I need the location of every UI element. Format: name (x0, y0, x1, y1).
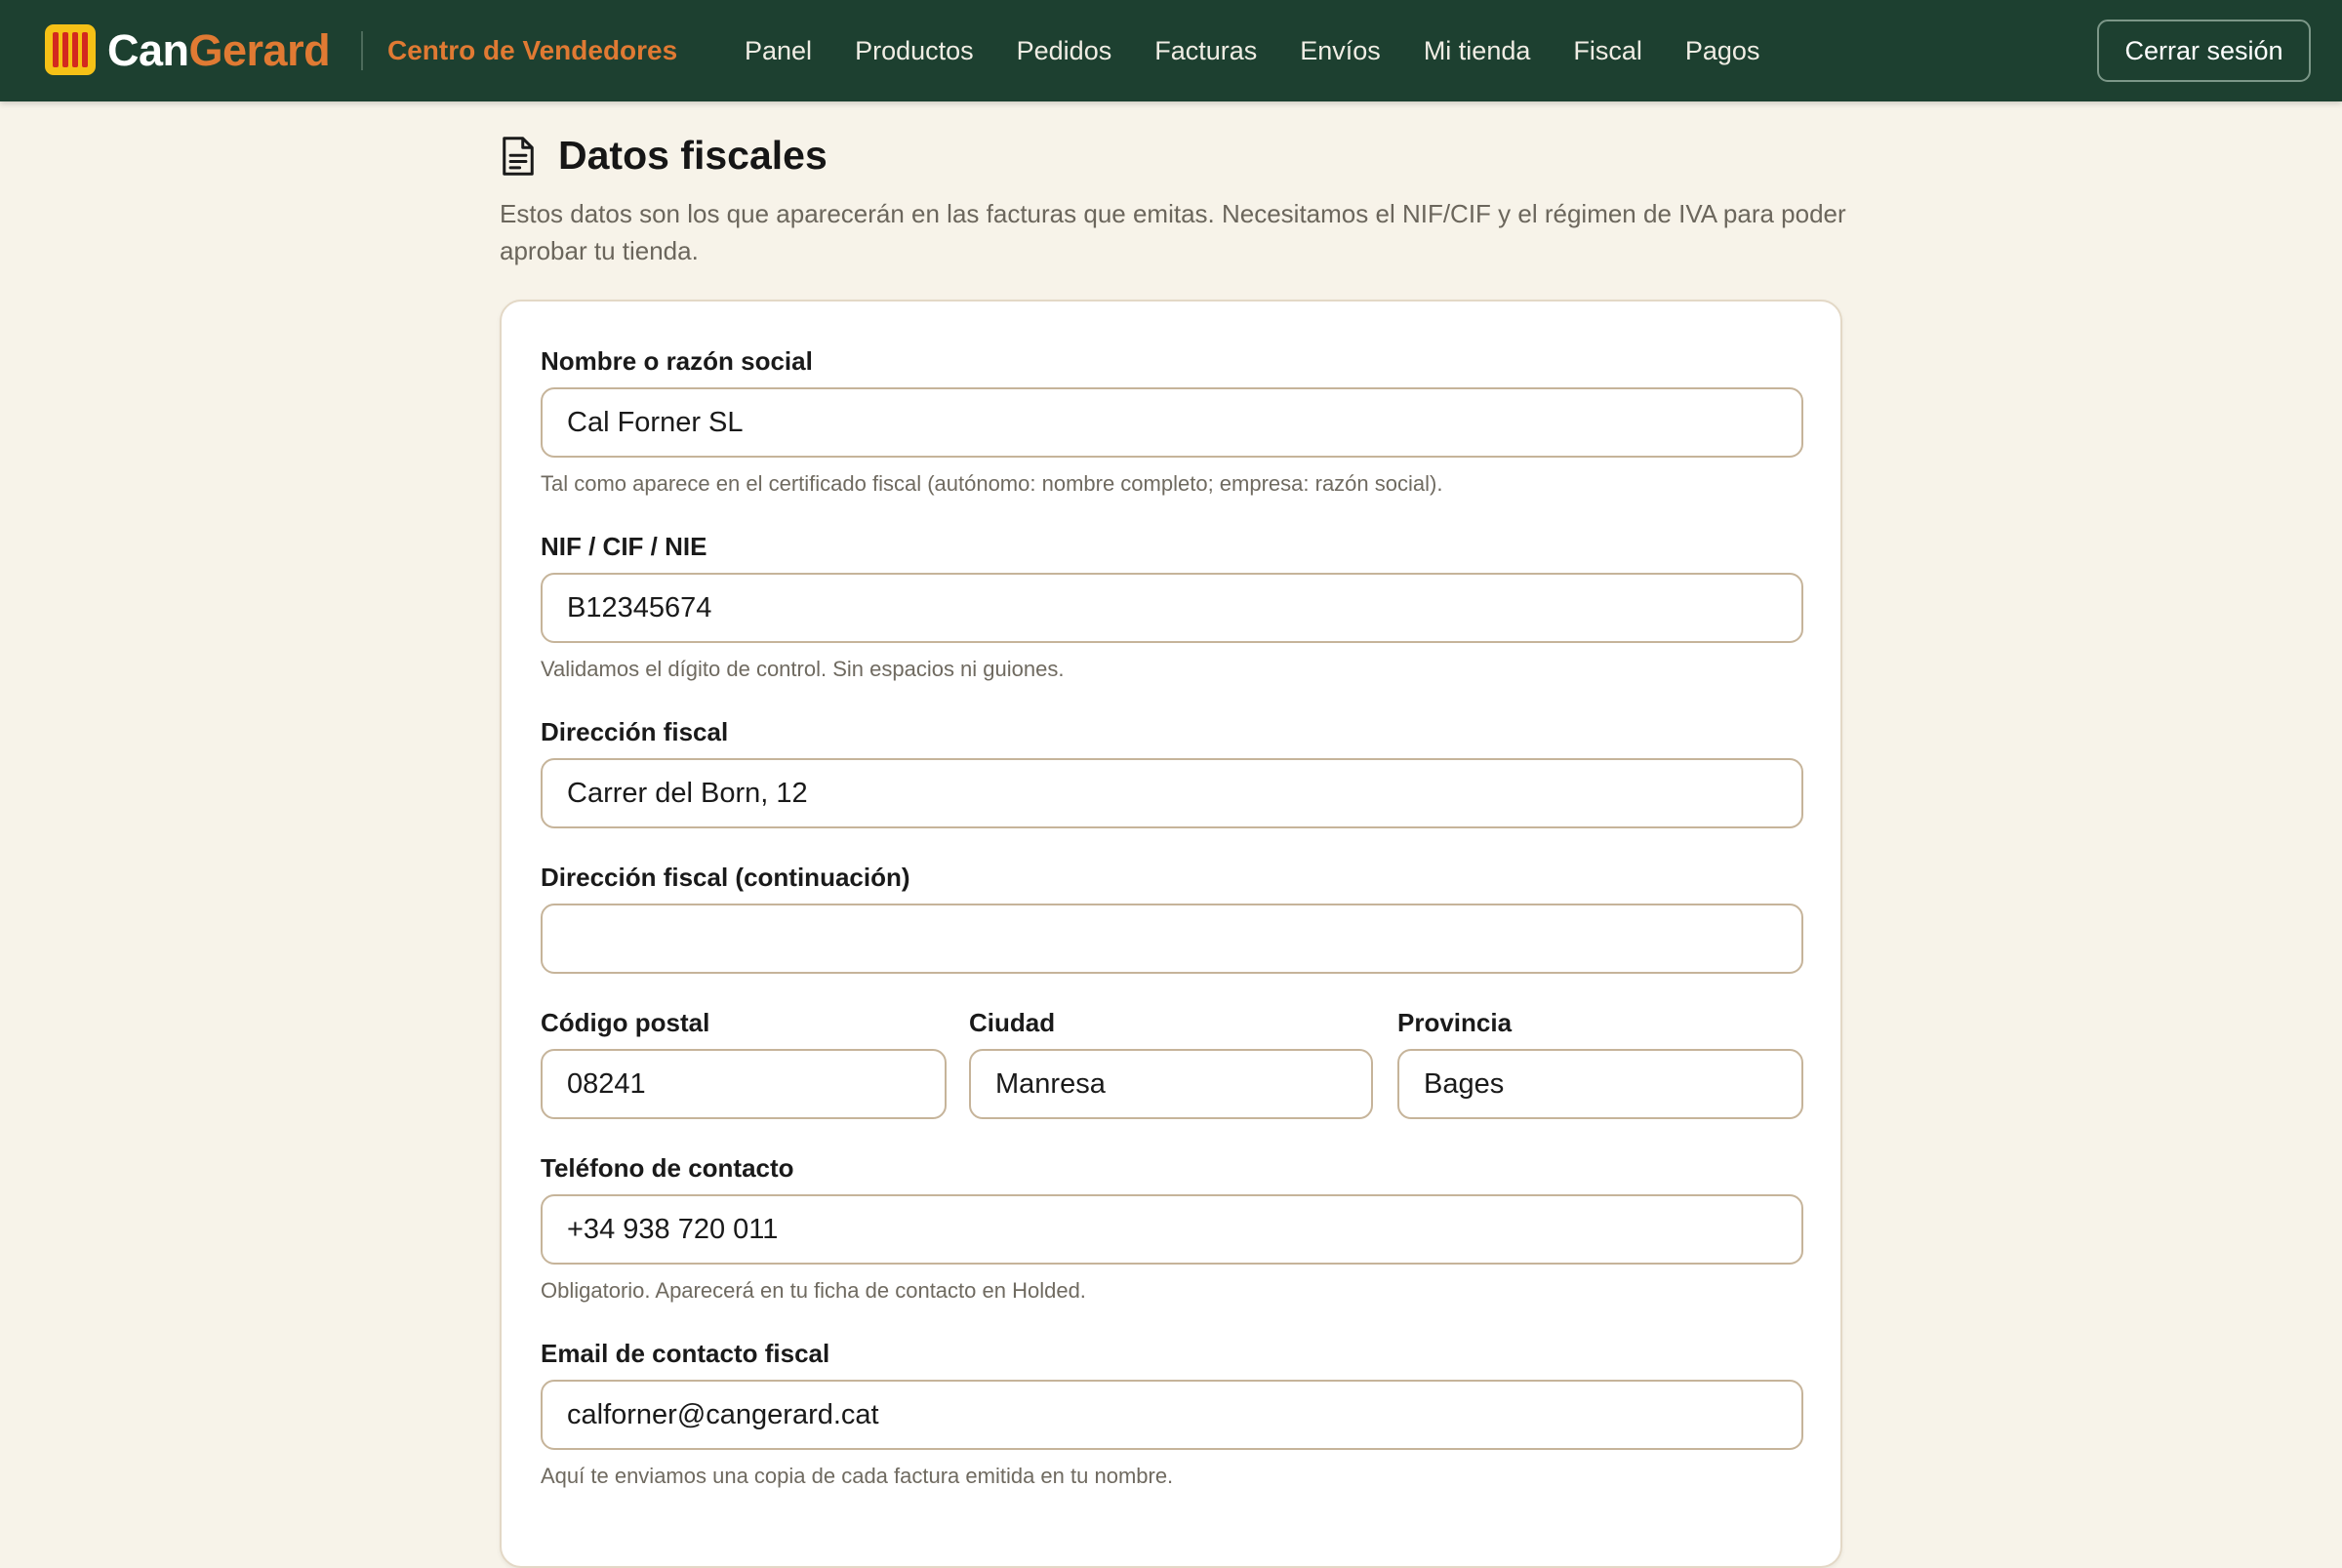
email-input[interactable] (541, 1380, 1803, 1450)
nav-item-productos[interactable]: Productos (855, 35, 974, 65)
nav-item-envios[interactable]: Envíos (1300, 35, 1381, 65)
address2-label: Dirección fiscal (continuación) (541, 863, 910, 892)
page-description: Estos datos son los que aparecerán en las facturas que emitas. Necesitamos el NIF/CIF y el régimen de IVA para poder aprobar tu tienda. (500, 199, 1846, 265)
tax-id-field (541, 530, 1803, 683)
brand-name-part2: Gerard (188, 25, 331, 75)
postal-code-field (541, 1006, 947, 1119)
city-label: Ciudad (969, 1008, 1056, 1037)
page-heading (500, 133, 828, 179)
address2-input[interactable] (541, 904, 1803, 974)
address-label: Dirección fiscal (541, 717, 729, 746)
phone-hint: Obligatorio. Aparecerá en tu ficha de contacto en Holded. (541, 1278, 1086, 1303)
portal-name: Centro de Vendedores (387, 35, 678, 65)
postal-code-label: Código postal (541, 1008, 710, 1037)
top-navigation-bar (0, 0, 2342, 101)
nav-item-facturas[interactable]: Facturas (1154, 35, 1258, 65)
business-name-label: Nombre o razón social (541, 346, 813, 376)
document-icon (500, 136, 537, 177)
logo-stripe (62, 32, 68, 67)
city-field (969, 1006, 1373, 1119)
logo-stripe (72, 32, 78, 67)
phone-label: Teléfono de contacto (541, 1153, 794, 1183)
logo-stripe (53, 32, 59, 67)
brand-name[interactable] (107, 21, 330, 80)
business-name-field (541, 344, 1803, 498)
postal-code-input[interactable] (541, 1049, 947, 1119)
nav-item-pedidos[interactable]: Pedidos (1016, 35, 1112, 65)
email-label: Email de contacto fiscal (541, 1339, 830, 1368)
email-field (541, 1337, 1803, 1490)
logout-button[interactable]: Cerrar sesión (2097, 20, 2311, 82)
province-input[interactable] (1397, 1049, 1803, 1119)
business-name-hint: Tal como aparece en el certificado fiscal (autónomo: nombre completo; empresa: razón social). (541, 471, 1443, 496)
address2-field (541, 861, 1803, 974)
address-input[interactable] (541, 758, 1803, 828)
business-name-input[interactable] (541, 387, 1803, 458)
tax-id-label: NIF / CIF / NIE (541, 532, 707, 561)
nav-item-mi-tienda[interactable]: Mi tienda (1423, 35, 1531, 65)
email-hint: Aquí te enviamos una copia de cada factura emitida en tu nombre. (541, 1464, 1174, 1488)
tax-id-hint: Validamos el dígito de control. Sin espacios ni guiones. (541, 657, 1065, 681)
brand-divider (361, 31, 363, 70)
brand-logo-icon[interactable] (45, 24, 96, 75)
nav-item-pagos[interactable]: Pagos (1684, 35, 1760, 65)
page-title: Datos fiscales (558, 133, 828, 178)
province-label: Provincia (1397, 1008, 1513, 1037)
tax-id-input[interactable] (541, 573, 1803, 643)
address-field (541, 715, 1803, 828)
province-field (1397, 1006, 1803, 1119)
nav-item-fiscal[interactable]: Fiscal (1573, 35, 1642, 65)
city-input[interactable] (969, 1049, 1373, 1119)
brand-name-part1: Can (107, 25, 189, 75)
phone-input[interactable] (541, 1194, 1803, 1265)
fiscal-data-form (500, 300, 1842, 1568)
nav-item-panel[interactable]: Panel (745, 35, 813, 65)
logo-stripe (82, 32, 88, 67)
phone-field (541, 1151, 1803, 1305)
main-nav (745, 21, 1802, 80)
